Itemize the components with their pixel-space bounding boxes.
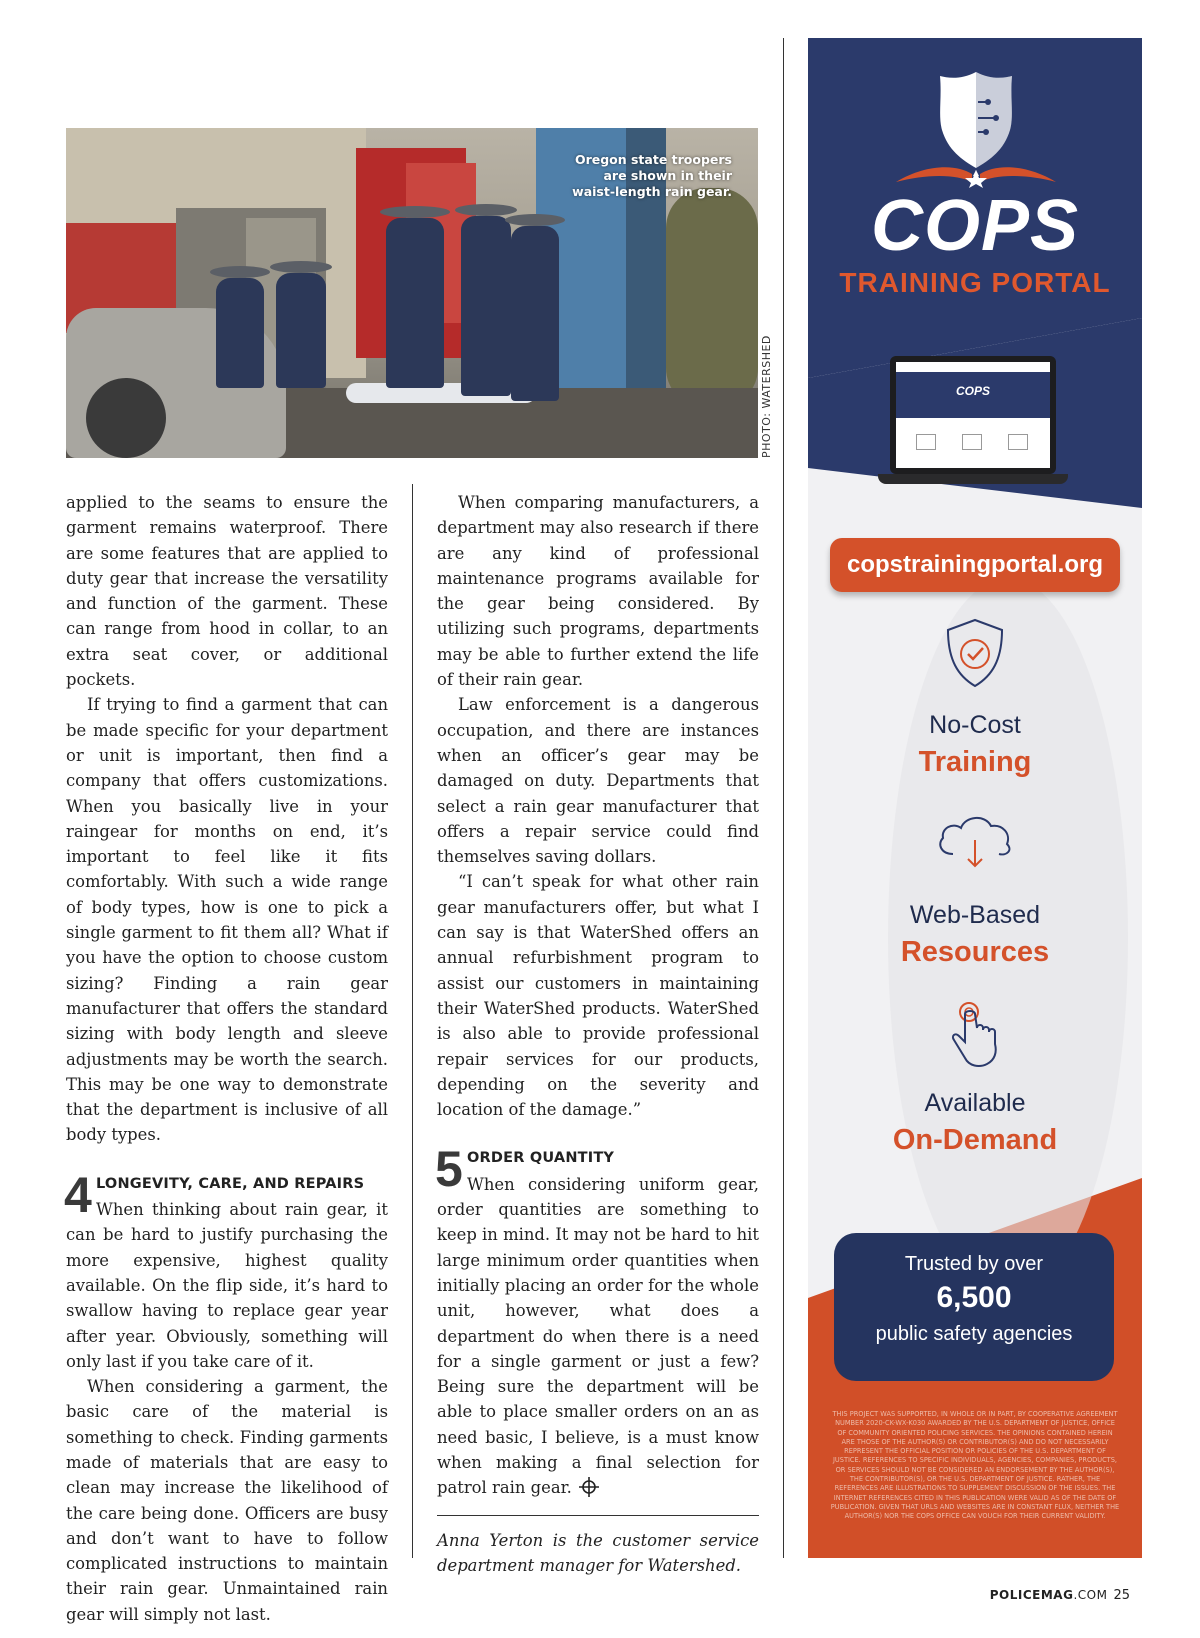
laptop-card [1008,434,1028,450]
paragraph: When thinking about rain gear, it can be hard to justify purchasing the more expensive, highest quality available. On the flip side, it’s hard to swallow having to replace gear year after year. Obviously, something will only last if you take care of it. [66,1200,388,1371]
laptop-screen-content [896,362,1050,468]
photo-trooper [386,218,444,388]
cloud-download-icon [933,810,1017,872]
trusted-by-box [834,1233,1114,1381]
pointer-hand-icon [945,998,1005,1074]
laptop-card [916,434,936,450]
photo-credit: PHOTO: WATERSHED [760,335,773,458]
laptop-hero [896,372,1050,418]
portal-url-button[interactable]: copstrainingportal.org [830,538,1120,592]
column-divider [412,484,413,1558]
ad-disclaimer: THIS PROJECT WAS SUPPORTED, IN WHOLE OR IN PART, BY COOPERATIVE AGREEMENT NUMBER 2020-CK-WX-K030 AWARDED BY THE U.S. DEPARTMENT OF JUSTICE, OFFICE OF COMMUNITY ORIENTED POLICING SERVICES. THE OPINIONS CONTAINED HEREIN ARE THOSE OF THE AUTHOR(S) OR CONTRIBUTOR(S) AND DO NOT NECESSARILY REPRESENT THE OFFICIAL POSITION OR POLICIES OF THE U.S. DEPARTMENT OF JUSTICE. REFERENCES TO SPECIFIC INDIVIDUALS, AGENCIES, COMPANIES, PRODUCTS, OR SERVICES SHOULD NOT BE CONSIDERED AN ENDORSEMENT BY THE AUTHOR(S), THE CONTRIBUTOR(S), OR THE U.S. DEPARTMENT OF JUSTICE. RATHER, THE REFERENCES ARE ILLUSTRATIONS TO SUPPLEMENT DISCUSSION OF THE ISSUES. THE INTERNET REFERENCES CITED IN THIS PUBLICATION WERE VALID AS OF THE DATE OF PUBLICATION. GIVEN THAT URLS AND WEBSITES ARE IN CONSTANT FLUX, NEITHER THE AUTHOR(S) NOR THE COPS OFFICE CAN VOUCH FOR THEIR CURRENT VALIDITY. [830,1410,1120,1521]
bio-divider [437,1515,759,1516]
cops-advertisement[interactable] [808,38,1142,1558]
feature-line1: Web-Based [909,901,1041,929]
section-number: 5 [435,1141,463,1198]
laptop-card [962,434,982,450]
feature-available-on-demand [808,998,1142,1160]
feature-line2: On-Demand [892,1124,1058,1156]
section-title: LONGEVITY, CARE, AND REPAIRS [96,1175,365,1192]
book-wings-icon [896,160,1056,188]
feature-web-based-resources [808,810,1142,972]
section-number: 4 [64,1166,92,1223]
photo-shrubs [666,188,758,408]
photo-trooper [461,216,511,396]
section-title: ORDER QUANTITY [467,1150,615,1167]
ad-divider [783,38,784,1558]
paragraph: applied to the seams to ensure the garment remains waterproof. There are some features that are applied to duty gear that increase the versatility and function of the garment. These can range from hood in collar, to an extra seat cover, or additional pockets. [66,493,388,690]
crosshair-icon [578,1477,600,1497]
laptop-base [878,474,1068,484]
laptop-logo: COPS [955,384,990,398]
section-5-heading [435,1141,759,1198]
trust-line2: public safety agencies [875,1323,1073,1345]
feature-line2: Resources [900,936,1050,968]
photo-caption: Oregon state troopers are shown in their waist-length rain gear. [572,152,732,199]
feature-line2: Training [918,746,1032,778]
paragraph: When considering a garment, the basic care of the material is something to check. Finding garments made of materials that are easy to clean may increase the likelihood of the care being done. Officers are busy and don’t want to have to follow complicated instructions to maintain their rain gear. Unmaintained rain gear will simply not last. [66,1377,388,1624]
paragraph: When comparing manufacturers, a department may also research if there are any kind of professional maintenance programs available for the gear being considered. By utilizing such programs, departments may be able to further extend the life of their rain gear. [437,493,759,690]
trust-count: 6,500 [936,1281,1012,1314]
laptop-illustration [878,356,1068,496]
author-bio: Anna Yerton is the customer service department manager for Watershed. [437,1530,759,1575]
ad-brand-title: COPS [870,186,1080,266]
article-photo [66,128,758,458]
section-4-heading [64,1166,388,1223]
footer-magazine: POLICEMAG [989,1588,1074,1602]
footer-domain: .COM [1073,1588,1108,1602]
trust-line1: Trusted by over [904,1253,1044,1275]
feature-line1: Available [924,1089,1026,1117]
paragraph: “I can’t speak for what other rain gear manufacturers offer, but what I can say is that WaterShed offers an annual refurbishment program to assist our customers in maintaining their WaterShed products. WaterShed is also able to provide professional repair services for our products, depending on the severity and location of the damage.” [437,872,759,1120]
photo-trooper [216,278,264,388]
photo-car-wheel [86,378,166,458]
article-column-1 [66,490,388,1627]
paragraph [437,1172,759,1501]
ad-brand-subtitle: TRAINING PORTAL [839,267,1111,298]
article-column-2 [437,490,759,1578]
paragraph: If trying to find a garment that can be made specific for your department or unit is important, then find a company that offers customizations. When you basically live in your raingear for months on end, it’s important to feel like it fits comfortably. With such a wide range of body types, how is one to pick a single garment to fit them all? What if you have the option to choose custom sizing? Finding a rain gear manufacturer that offers the standard sizing with body length and sleeve adjustments may be worth the search. This may be one way to demonstrate that the department is inclusive of all body types. [66,695,388,1145]
paragraph-text: When considering uniform gear, order quantities are something to keep in mind. It may not be hard to hit large minimum order quantities when initially placing an order for the whole unit, however, what does a department do when there is a need for a single garment or just a few? Being sure the department will be able to place smaller orders on an as need basic, I believe, is a must know when making a final selection for patrol rain gear. [437,1174,759,1498]
shield-check-icon [940,616,1010,690]
page-footer [990,1588,1130,1603]
photo-trooper [276,273,326,388]
feature-no-cost-training [808,616,1142,782]
paragraph: Law enforcement is a dangerous occupation, and there are instances when an officer’s gear may be damaged on duty. Departments that select a rain gear manufacturer that offers a repair service could find themselves saving dollars. [437,695,759,867]
page-number: 25 [1113,1588,1130,1603]
laptop-screen [890,356,1056,474]
photo-trooper [511,226,559,401]
feature-line1: No-Cost [929,711,1021,739]
